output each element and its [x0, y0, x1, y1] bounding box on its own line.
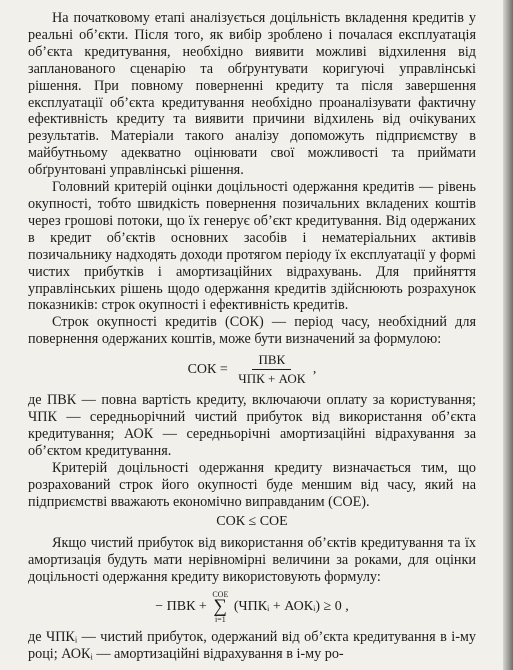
- formula-payback-denominator: ЧПК + АОК: [238, 371, 306, 387]
- paragraph-criterion: Головний критерій оцінки доцільності одержання кредитів — рівень окупності, тобто швидкість повернення позичальних вкладених коштів через грошові потоки, що їх генерує об’єкт кредитування. Від одержаних в кредит об’єктів основних засобів і нематеріальних активів позичальнику надходять доходи протягом періоду їх експлуатації у формі чистих прибутків і амортизаційних відрахувань. Для прийняття управлінських рішень щодо одержання кредитів здійснюють розрахунок показників: строк окупності і ефективність кредитів.: [28, 179, 476, 314]
- paragraph-payback-definition: Строк окупності кредитів (СОК) — період часу, необхідний для повернення одержаних коштів, може бути визначений за формулою:: [28, 314, 476, 348]
- formula-sum: [28, 590, 476, 624]
- document-page: [28, 10, 476, 663]
- page-edge-shadow: [503, 0, 513, 670]
- sigma-icon: ∑: [213, 596, 228, 618]
- paragraph-feasibility: Критерій доцільності одержання кредиту визначається тим, що розрахований строк його окупності буде меншим від часу, який на підприємстві вважають економічно виправданим (СОЕ).: [28, 459, 476, 510]
- formula-sum-prefix: − ПВК +: [155, 599, 207, 615]
- formula-payback-lhs: СОК =: [187, 361, 228, 377]
- formula-sum-operator: [212, 590, 228, 624]
- paragraph-uneven: Якщо чистий прибуток від використання об’єктів кредитування та їх амортизація будуть мати нерівномірні величини за роками, для оцінки доцільності одержання кредиту використовують формулу:: [28, 535, 476, 586]
- formula-payback-numerator: ПВК: [252, 352, 291, 370]
- formula-inequality: СОК ≤ СОЕ: [216, 514, 288, 530]
- formula-sum-body: (ЧПКᵢ + АОКᵢ) ≥ 0 ,: [233, 599, 349, 615]
- formula-sum-lower-limit: і=1: [214, 615, 226, 625]
- formula-sum-upper-limit: СОЕ: [212, 590, 229, 600]
- formula-payback: [28, 352, 476, 387]
- formula-payback-fraction: [234, 352, 309, 387]
- paragraph-intro: На початковому етапі аналізується доцільність вкладення кредитів у реальні об’єкти. Після того, як вибір зроблено і почалася експлуатація об’єкта кредитування, необхідно виявити можливі відхилення від запланованого сценарію та обґрунтувати коригуючі управлінські рішення. При повному поверненні кредиту та після завершення експлуатації об’єкта кредитування необхідно проаналізувати фактичну ефективність кредиту та виявити причини відхилень від очікуваних результатів. Матеріали такого аналізу допоможуть підприємству в майбутньому адекватно оцінювати свої можливості та приймати обґрунтовані управлінські рішення.: [28, 10, 476, 179]
- paragraph-legend-1: де ПВК — повна вартість кредиту, включаючи оплату за користування; ЧПК — середньорічний чистий прибуток від використання об’єкта кредитування; АОК — середньорічні амортизаційні відрахування за об’єктом кредитування.: [28, 392, 476, 459]
- paragraph-legend-2: де ЧПКᵢ — чистий прибуток, одержаний від об’єкта кредитування в і-му році; АОКᵢ — амортизаційні відрахування в і-му ро-: [28, 629, 476, 663]
- formula-payback-tail: ,: [312, 361, 317, 377]
